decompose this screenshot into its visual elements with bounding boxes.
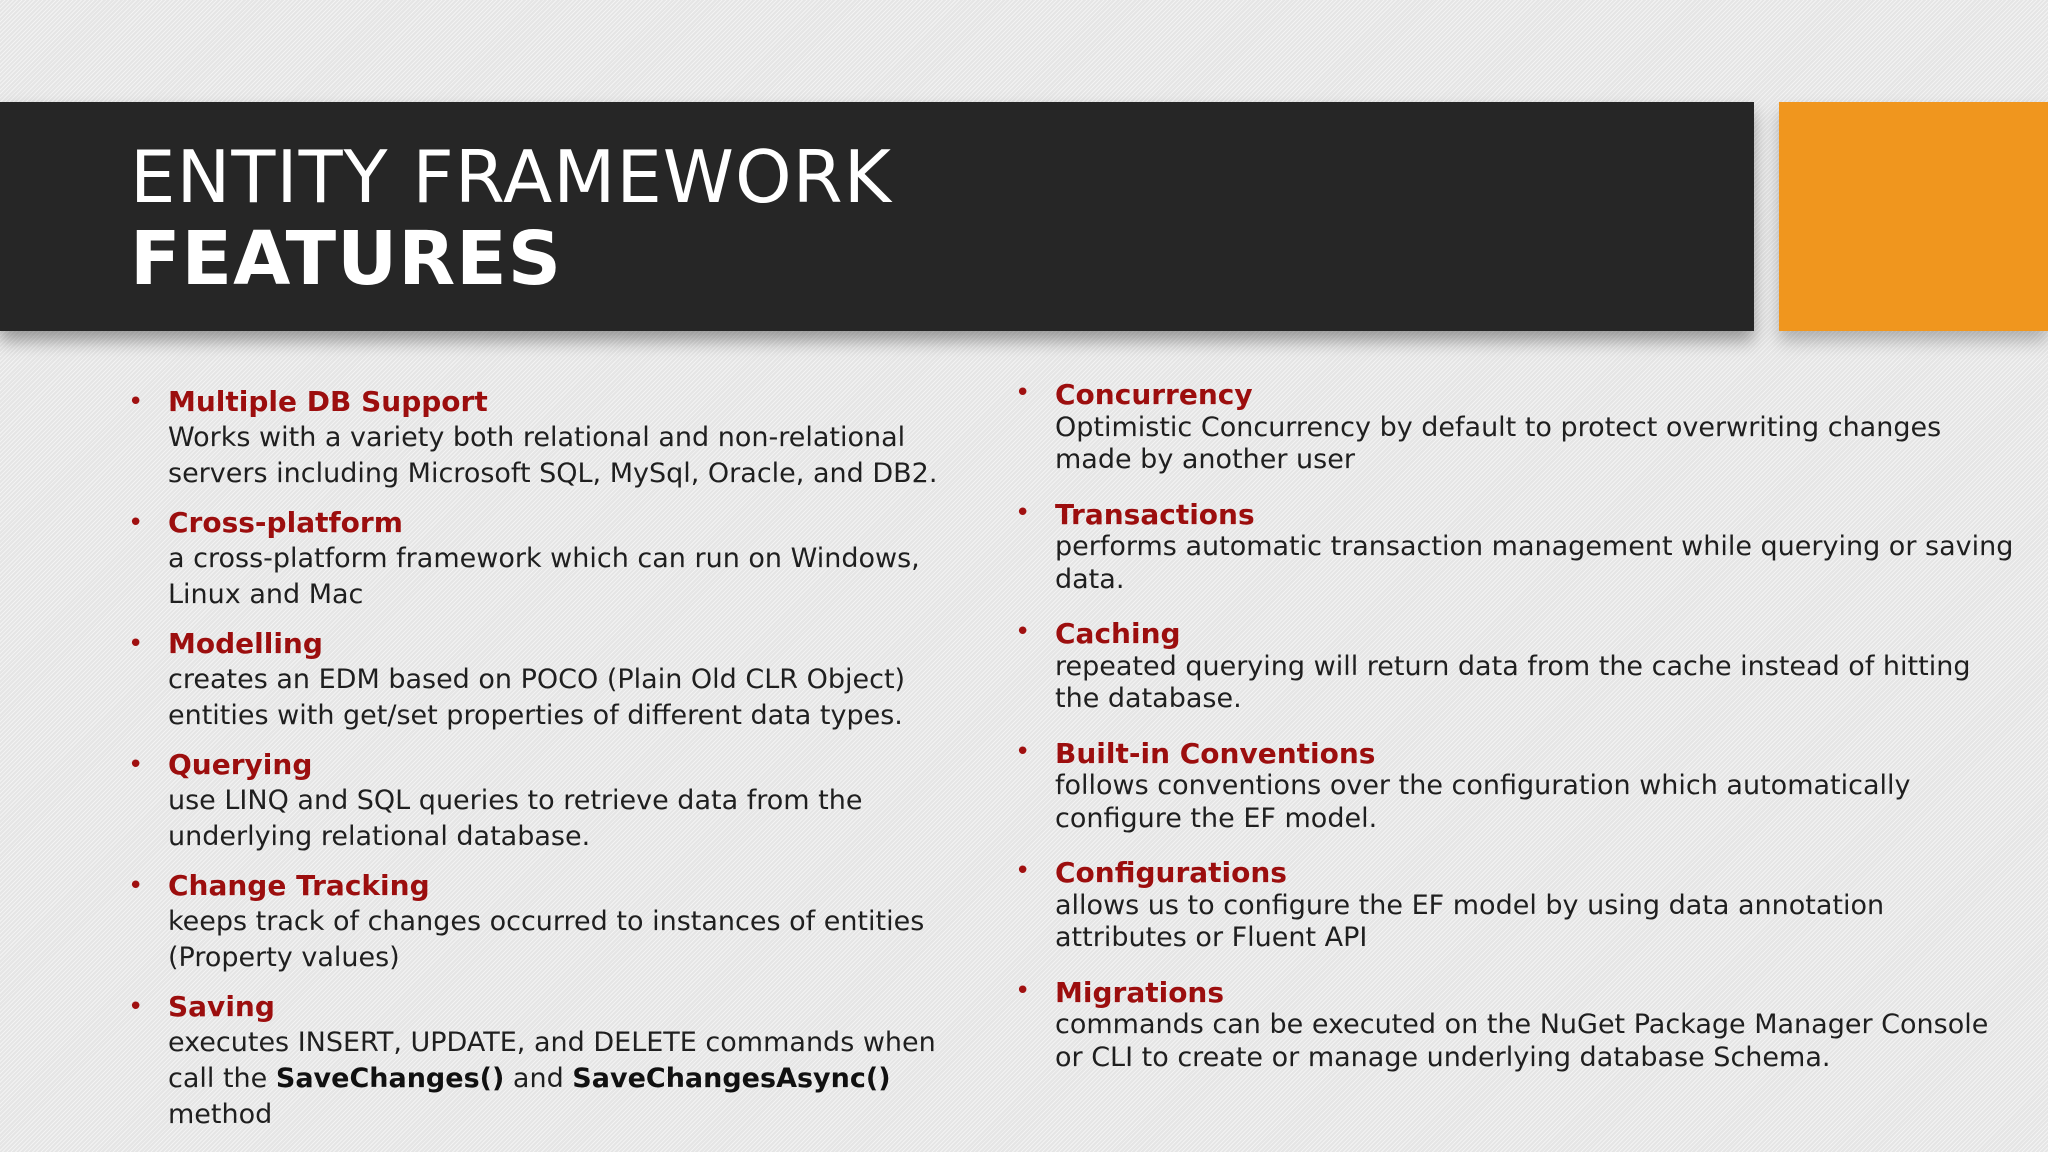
feature-description: follows conventions over the configuration which automatically configure the EF model. xyxy=(1055,770,1911,834)
feature-item-transactions xyxy=(1015,499,2015,597)
bullet-icon: • xyxy=(128,629,144,659)
slide-title-line1: ENTITY FRAMEWORK xyxy=(130,135,892,219)
title-bar xyxy=(0,102,1754,331)
feature-description: commands can be executed on the NuGet Package Manager Console or CLI to create or manage underlying database Schema. xyxy=(1055,1009,1989,1073)
feature-item-configurations xyxy=(1015,857,2015,955)
feature-item-cross-platform xyxy=(128,505,988,613)
feature-description: use LINQ and SQL queries to retrieve data from the underlying relational database. xyxy=(168,785,863,852)
bullet-icon: • xyxy=(128,508,144,538)
bullet-icon: • xyxy=(1015,617,1031,647)
method-name: SaveChanges() xyxy=(275,1063,505,1094)
feature-title: Modelling xyxy=(168,627,323,660)
bullet-icon: • xyxy=(128,992,144,1022)
feature-item-querying xyxy=(128,747,988,855)
orange-accent-block xyxy=(1779,102,2048,331)
feature-item-caching xyxy=(1015,618,2015,716)
bullet-icon: • xyxy=(128,750,144,780)
feature-item-change-tracking xyxy=(128,868,988,976)
feature-item-modelling xyxy=(128,626,988,734)
feature-title: Migrations xyxy=(1055,975,1225,1009)
feature-title: Concurrency xyxy=(1055,378,1253,411)
feature-description: Optimistic Concurrency by default to protect overwriting changes made by another user xyxy=(1055,411,1942,475)
feature-title: Saving xyxy=(168,990,275,1023)
feature-title: Transactions xyxy=(1055,497,1255,531)
bullet-icon: • xyxy=(128,387,144,417)
feature-description: a cross-platform framework which can run on Windows, Linux and Mac xyxy=(168,543,920,610)
feature-title: Change Tracking xyxy=(168,869,430,902)
feature-title: Cross-platform xyxy=(168,506,403,539)
bullet-icon: • xyxy=(1015,736,1031,767)
description-text: method xyxy=(168,1099,273,1130)
bullet-icon: • xyxy=(1015,975,1031,1006)
feature-description: performs automatic transaction management while querying or saving data. xyxy=(1055,531,2014,595)
feature-title: Querying xyxy=(168,748,313,781)
bullet-icon: • xyxy=(1015,856,1031,886)
feature-item-saving xyxy=(128,989,988,1133)
feature-item-multiple-db-support xyxy=(128,384,988,492)
feature-title: Built-in Conventions xyxy=(1055,736,1376,770)
feature-description xyxy=(168,1025,988,1133)
description-text: and xyxy=(504,1063,573,1094)
right-feature-list xyxy=(1015,379,2015,1096)
feature-item-concurrency xyxy=(1015,379,2015,477)
feature-description: allows us to configure the EF model by using data annotation attributes or Fluent API xyxy=(1055,889,1885,953)
method-name: SaveChangesAsync() xyxy=(572,1063,891,1094)
feature-item-migrations xyxy=(1015,977,2015,1075)
slide-title xyxy=(130,136,892,300)
left-feature-list xyxy=(128,384,988,1146)
description-text: executes INSERT, UPDATE, and DELETE commands when call the xyxy=(168,1027,936,1094)
slide-title-line2: FEATURES xyxy=(130,216,563,302)
feature-description: keeps track of changes occurred to instances of entities (Property values) xyxy=(168,906,925,973)
feature-title: Caching xyxy=(1055,617,1181,650)
feature-description: repeated querying will return data from the cache instead of hitting the database. xyxy=(1055,650,1971,714)
bullet-icon: • xyxy=(1015,497,1031,528)
bullet-icon: • xyxy=(1015,378,1031,408)
feature-item-built-in-conventions xyxy=(1015,738,2015,836)
feature-description: creates an EDM based on POCO (Plain Old CLR Object) entities with get/set properties of different data types. xyxy=(168,664,906,731)
feature-title: Configurations xyxy=(1055,856,1287,889)
bullet-icon: • xyxy=(128,871,144,901)
feature-description: Works with a variety both relational and non-relational servers including Microsoft SQL, MySql, Oracle, and DB2. xyxy=(168,422,938,489)
feature-title: Multiple DB Support xyxy=(168,385,488,418)
